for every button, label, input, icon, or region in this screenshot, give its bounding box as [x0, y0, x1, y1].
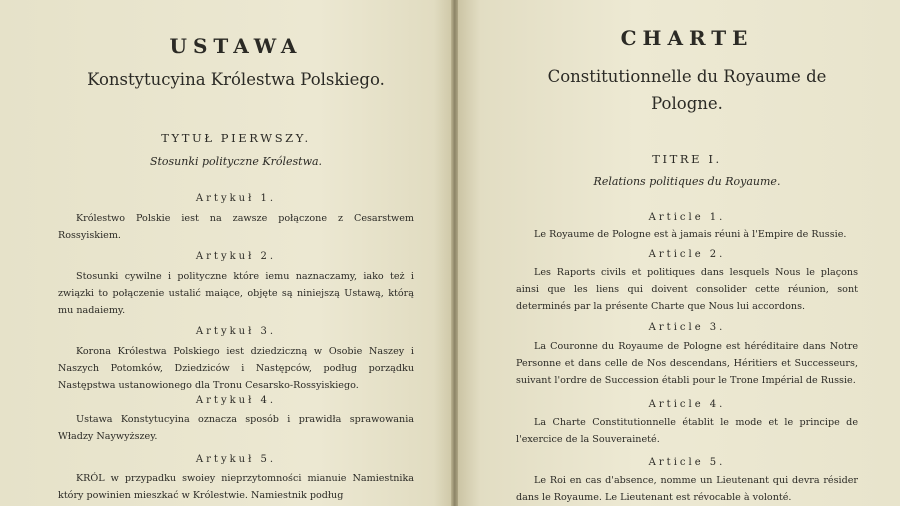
- polish-article-4-text: Ustawa Konstytucyina oznacza sposób i prawidła sprawowania Władzy Naywyższey.: [58, 414, 414, 443]
- french-article-5-heading: Article 5.: [648, 457, 726, 468]
- polish-article-5-text: KRÓL w przypadku swoiey nieprzytomności mianuie Namiestnika który powinien mieszkać w Królestwie. Namiestnik podług: [58, 473, 414, 502]
- french-title: CHARTE: [620, 26, 754, 50]
- french-article-1-text: Le Royaume de Pologne est à jamais réuni à l'Empire de Russie.: [534, 229, 847, 240]
- french-article-2-heading: Article 2.: [648, 249, 726, 260]
- french-article-4-heading: Article 4.: [648, 399, 726, 410]
- polish-subtitle: Konstytucyina Królestwa Polskiego.: [87, 70, 385, 89]
- french-article-3-text: La Couronne du Royaume de Pologne est héréditaire dans Notre Personne et dans celle de Nos descendans, Héritiers et Successeurs, suivant l'ordre de Succession établi pour le Trone Impérial de Russie.: [516, 341, 858, 387]
- french-article-3-heading: Article 3.: [648, 322, 726, 333]
- french-article-2-text: Les Raports civils et politiques dans lesquels Nous le plaçons ainsi que les liens qui doivent consolider cette réunion, sont determinés par la présente Charte que Nous lui accordons.: [516, 267, 858, 313]
- polish-article-2-heading: Artykuł 2.: [195, 251, 277, 262]
- polish-article-1-heading: Artykuł 1.: [195, 193, 277, 204]
- polish-section-title: TYTUŁ PIERWSZY.: [161, 131, 311, 145]
- polish-article-3-heading: Artykuł 3.: [195, 326, 277, 337]
- polish-title: USTAWA: [169, 34, 303, 58]
- french-article-5-text: Le Roi en cas d'absence, nomme un Lieutenant qui devra résider dans le Royaume. Le Lieutenant est révocable à volonté.: [516, 475, 858, 504]
- polish-section-subtitle: Stosunki polityczne Królestwa.: [149, 155, 323, 168]
- french-subtitle-line-1: Constitutionnelle du Royaume de: [547, 67, 827, 86]
- polish-article-4-heading: Artykuł 4.: [195, 395, 277, 406]
- french-subtitle-line-2: Pologne.: [651, 94, 723, 113]
- polish-article-5-heading: Artykuł 5.: [195, 454, 277, 465]
- french-section-subtitle: Relations politiques du Royaume.: [593, 175, 781, 188]
- french-article-1-heading: Article 1.: [648, 212, 726, 223]
- french-section-title: TITRE I.: [652, 152, 722, 166]
- polish-article-2-text: Stosunki cywilne i polityczne które iemu naznaczamy, iako też i związki to połączenie ustalić maiące, objęte są niniejszą Ustawą, którą mu nadaiemy.: [58, 271, 414, 317]
- french-page: [458, 0, 900, 506]
- french-article-4-text: La Charte Constitutionnelle établit le mode et le principe de l'exercice de la Souveraineté.: [516, 417, 858, 446]
- polish-article-1-text: Królestwo Polskie iest na zawsze połączone z Cesarstwem Rossyiskiem.: [58, 213, 414, 242]
- polish-article-3-text: Korona Królestwa Polskiego iest dziedziczną w Osobie Naszey i Naszych Potomków, Dziedziców i Następców, podług porządku Następstwa ustanowionego dla Tronu Cesarsko-Rossyiskiego.: [58, 346, 414, 392]
